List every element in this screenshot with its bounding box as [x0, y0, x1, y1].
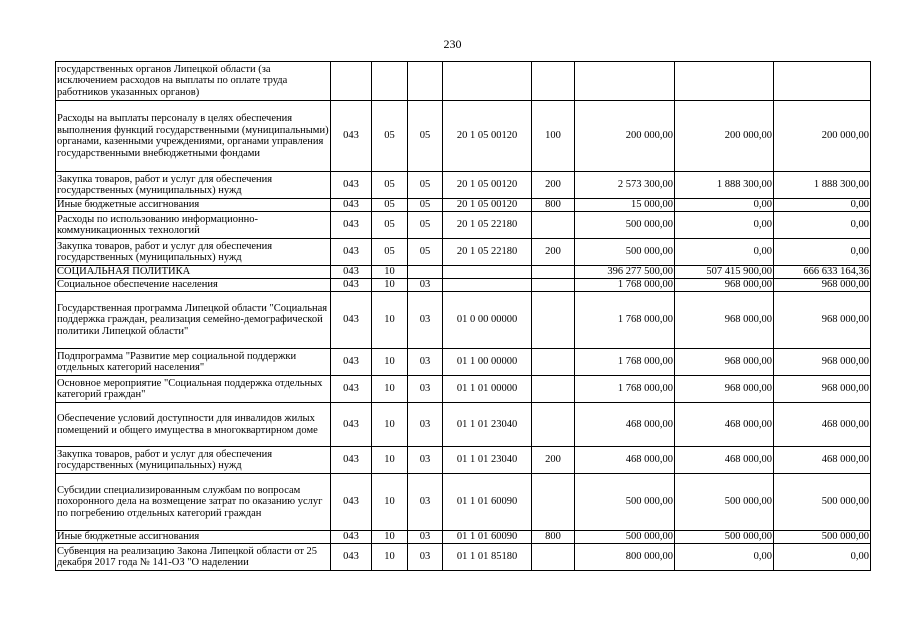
expense-type-code	[532, 474, 575, 531]
row-name: Иные бюджетные ассигнования	[56, 199, 331, 212]
amount-year-2: 0,00	[675, 239, 774, 266]
ved-code: 043	[331, 292, 372, 349]
amount-year-2: 968 000,00	[675, 376, 774, 403]
amount-year-3: 500 000,00	[774, 474, 871, 531]
amount-year-3: 500 000,00	[774, 531, 871, 544]
row-name: Субсидии специализированным службам по вопросам похоронного дела на возмещение затрат по оказанию услуг по погребению отдельных категорий граждан	[56, 474, 331, 531]
table-row	[56, 62, 871, 101]
target-article-code: 01 1 01 60090	[443, 474, 532, 531]
target-article-code: 01 0 00 00000	[443, 292, 532, 349]
subsection-code: 03	[408, 349, 443, 376]
subsection-code: 03	[408, 292, 443, 349]
target-article-code: 01 1 01 85180	[443, 544, 532, 571]
ved-code: 043	[331, 172, 372, 199]
row-name: Расходы на выплаты персоналу в целях обеспечения выполнения функций государственными (муниципальными) органами, казенными учреждениями, органами управления государственными внебюджетными фондами	[56, 101, 331, 172]
target-article-code: 20 1 05 22180	[443, 212, 532, 239]
table-row	[56, 544, 871, 571]
subsection-code	[408, 62, 443, 101]
amount-year-2: 968 000,00	[675, 349, 774, 376]
amount-year-3: 468 000,00	[774, 447, 871, 474]
row-name: Иные бюджетные ассигнования	[56, 531, 331, 544]
row-name: СОЦИАЛЬНАЯ ПОЛИТИКА	[56, 266, 331, 279]
subsection-code: 03	[408, 474, 443, 531]
section-code: 10	[372, 292, 408, 349]
section-code: 10	[372, 531, 408, 544]
amount-year-3: 968 000,00	[774, 279, 871, 292]
section-code: 05	[372, 239, 408, 266]
table-row	[56, 292, 871, 349]
amount-year-3: 200 000,00	[774, 101, 871, 172]
target-article-code: 01 1 01 00000	[443, 376, 532, 403]
expense-type-code: 800	[532, 531, 575, 544]
table-row	[56, 349, 871, 376]
target-article-code: 20 1 05 00120	[443, 101, 532, 172]
amount-year-3: 1 888 300,00	[774, 172, 871, 199]
target-article-code: 20 1 05 22180	[443, 239, 532, 266]
amount-year-1: 15 000,00	[575, 199, 675, 212]
amount-year-2: 468 000,00	[675, 403, 774, 447]
amount-year-3: 0,00	[774, 544, 871, 571]
amount-year-3: 468 000,00	[774, 403, 871, 447]
row-name: Закупка товаров, работ и услуг для обеспечения государственных (муниципальных) нужд	[56, 239, 331, 266]
subsection-code: 03	[408, 279, 443, 292]
expense-type-code	[532, 544, 575, 571]
subsection-code: 05	[408, 239, 443, 266]
subsection-code: 05	[408, 172, 443, 199]
ved-code	[331, 62, 372, 101]
amount-year-2: 968 000,00	[675, 292, 774, 349]
expense-type-code	[532, 292, 575, 349]
table-row	[56, 101, 871, 172]
row-name: Государственная программа Липецкой области "Социальная поддержка граждан, реализация семейно-демографической политики Липецкой области"	[56, 292, 331, 349]
row-name: Обеспечение условий доступности для инвалидов жилых помещений и общего имущества в многоквартирном доме	[56, 403, 331, 447]
amount-year-2: 200 000,00	[675, 101, 774, 172]
target-article-code	[443, 266, 532, 279]
amount-year-1: 500 000,00	[575, 474, 675, 531]
amount-year-1: 1 768 000,00	[575, 349, 675, 376]
row-name: Подпрограмма "Развитие мер социальной поддержки отдельных категорий населения"	[56, 349, 331, 376]
expense-type-code	[532, 266, 575, 279]
amount-year-1	[575, 62, 675, 101]
row-name: Социальное обеспечение населения	[56, 279, 331, 292]
section-code: 10	[372, 279, 408, 292]
amount-year-3: 968 000,00	[774, 292, 871, 349]
section-code: 10	[372, 349, 408, 376]
amount-year-1: 396 277 500,00	[575, 266, 675, 279]
section-code: 05	[372, 101, 408, 172]
ved-code: 043	[331, 447, 372, 474]
expense-type-code	[532, 279, 575, 292]
target-article-code: 20 1 05 00120	[443, 172, 532, 199]
amount-year-2: 507 415 900,00	[675, 266, 774, 279]
section-code	[372, 62, 408, 101]
target-article-code: 01 1 01 23040	[443, 403, 532, 447]
amount-year-3: 968 000,00	[774, 376, 871, 403]
row-name: Закупка товаров, работ и услуг для обеспечения государственных (муниципальных) нужд	[56, 172, 331, 199]
ved-code: 043	[331, 212, 372, 239]
target-article-code	[443, 279, 532, 292]
subsection-code: 05	[408, 101, 443, 172]
amount-year-3: 0,00	[774, 212, 871, 239]
amount-year-2: 1 888 300,00	[675, 172, 774, 199]
amount-year-2: 0,00	[675, 544, 774, 571]
amount-year-2	[675, 62, 774, 101]
table-row	[56, 531, 871, 544]
amount-year-1: 468 000,00	[575, 447, 675, 474]
expense-type-code	[532, 212, 575, 239]
table-row	[56, 474, 871, 531]
subsection-code: 05	[408, 199, 443, 212]
expense-type-code: 800	[532, 199, 575, 212]
target-article-code: 01 1 01 60090	[443, 531, 532, 544]
table-row	[56, 447, 871, 474]
amount-year-1: 500 000,00	[575, 531, 675, 544]
amount-year-2: 0,00	[675, 199, 774, 212]
ved-code: 043	[331, 199, 372, 212]
expense-type-code: 200	[532, 172, 575, 199]
subsection-code	[408, 266, 443, 279]
expense-type-code	[532, 62, 575, 101]
table-row	[56, 279, 871, 292]
target-article-code: 20 1 05 00120	[443, 199, 532, 212]
section-code: 10	[372, 376, 408, 403]
expense-type-code	[532, 349, 575, 376]
amount-year-2: 500 000,00	[675, 474, 774, 531]
budget-table	[55, 61, 871, 571]
table-row	[56, 172, 871, 199]
target-article-code: 01 1 00 00000	[443, 349, 532, 376]
ved-code: 043	[331, 376, 372, 403]
amount-year-2: 500 000,00	[675, 531, 774, 544]
amount-year-3: 968 000,00	[774, 349, 871, 376]
ved-code: 043	[331, 239, 372, 266]
expense-type-code: 200	[532, 239, 575, 266]
expense-type-code: 100	[532, 101, 575, 172]
amount-year-3: 0,00	[774, 199, 871, 212]
subsection-code: 05	[408, 212, 443, 239]
ved-code: 043	[331, 531, 372, 544]
ved-code: 043	[331, 349, 372, 376]
table-row	[56, 376, 871, 403]
subsection-code: 03	[408, 376, 443, 403]
section-code: 05	[372, 212, 408, 239]
subsection-code: 03	[408, 531, 443, 544]
expense-type-code	[532, 376, 575, 403]
section-code: 05	[372, 172, 408, 199]
amount-year-3: 666 633 164,36	[774, 266, 871, 279]
table-row	[56, 403, 871, 447]
amount-year-1: 2 573 300,00	[575, 172, 675, 199]
table-row	[56, 266, 871, 279]
ved-code: 043	[331, 279, 372, 292]
subsection-code: 03	[408, 447, 443, 474]
amount-year-1: 1 768 000,00	[575, 292, 675, 349]
ved-code: 043	[331, 266, 372, 279]
target-article-code: 01 1 01 23040	[443, 447, 532, 474]
table-row	[56, 212, 871, 239]
section-code: 05	[372, 199, 408, 212]
amount-year-1: 1 768 000,00	[575, 279, 675, 292]
section-code: 10	[372, 447, 408, 474]
subsection-code: 03	[408, 544, 443, 571]
section-code: 10	[372, 403, 408, 447]
ved-code: 043	[331, 101, 372, 172]
row-name: Закупка товаров, работ и услуг для обеспечения государственных (муниципальных) нужд	[56, 447, 331, 474]
ved-code: 043	[331, 403, 372, 447]
amount-year-1: 468 000,00	[575, 403, 675, 447]
row-name: Основное мероприятие "Социальная поддержка отдельных категорий граждан"	[56, 376, 331, 403]
amount-year-1: 500 000,00	[575, 239, 675, 266]
amount-year-2: 0,00	[675, 212, 774, 239]
subsection-code: 03	[408, 403, 443, 447]
amount-year-2: 468 000,00	[675, 447, 774, 474]
amount-year-1: 500 000,00	[575, 212, 675, 239]
table-row	[56, 199, 871, 212]
amount-year-1: 200 000,00	[575, 101, 675, 172]
page-number: 230	[443, 37, 462, 51]
amount-year-3	[774, 62, 871, 101]
target-article-code	[443, 62, 532, 101]
amount-year-3: 0,00	[774, 239, 871, 266]
amount-year-1: 800 000,00	[575, 544, 675, 571]
amount-year-1: 1 768 000,00	[575, 376, 675, 403]
amount-year-2: 968 000,00	[675, 279, 774, 292]
section-code: 10	[372, 474, 408, 531]
ved-code: 043	[331, 544, 372, 571]
section-code: 10	[372, 544, 408, 571]
ved-code: 043	[331, 474, 372, 531]
row-name: государственных органов Липецкой области (за исключением расходов на выплаты по оплате труда работников указанных органов)	[56, 62, 331, 101]
row-name: Субвенция на реализацию Закона Липецкой области от 25 декабря 2017 года № 141-ОЗ "О наделении	[56, 544, 331, 571]
expense-type-code: 200	[532, 447, 575, 474]
section-code: 10	[372, 266, 408, 279]
row-name: Расходы по использованию информационно-коммуникационных технологий	[56, 212, 331, 239]
table-row	[56, 239, 871, 266]
expense-type-code	[532, 403, 575, 447]
